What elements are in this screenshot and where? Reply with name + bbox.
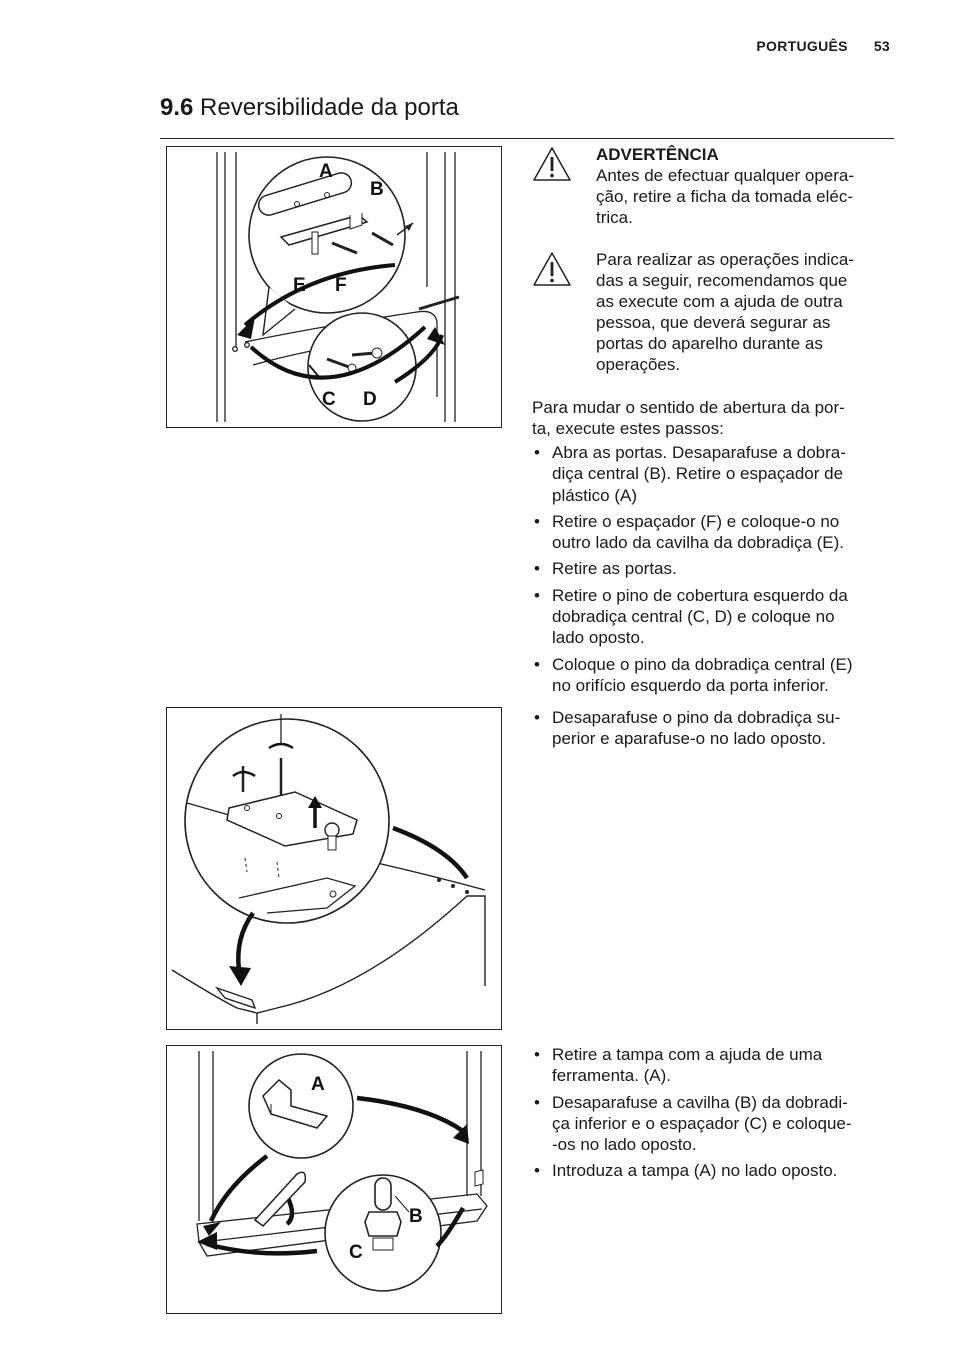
intro-line-2: ta, execute estes passos: — [532, 419, 724, 438]
figure3-label-c: C — [349, 1242, 363, 1263]
warning-title: ADVERTÊNCIA — [596, 145, 719, 164]
title-divider — [160, 138, 894, 139]
list-item-line: • Retire o espaçador (F) e coloque-o no — [552, 511, 840, 531]
list-item — [532, 707, 888, 750]
page-number: 53 — [873, 38, 890, 54]
lower-hinge-illustration — [167, 1046, 501, 1313]
list-item — [532, 442, 888, 506]
figure-upper-hinge — [166, 707, 502, 1030]
warning-block-1 — [532, 144, 892, 228]
list-item — [532, 654, 888, 697]
list-item-line: • Retire o pino de cobertura esquerdo da — [552, 585, 848, 605]
zoom-circle-top-hinge — [185, 714, 389, 923]
list-item — [532, 585, 888, 649]
list-item — [532, 511, 888, 554]
list-item-line: dobradiça central (C, D) e coloque no — [552, 607, 835, 627]
figure3-label-b: B — [409, 1206, 423, 1227]
intro-line-1: Para mudar o sentido de abertura da por- — [532, 398, 845, 417]
header-language: PORTUGUÊS — [756, 38, 848, 54]
list-item-line: • Abra as portas. Desaparafuse a dobra- — [552, 443, 846, 462]
list-item — [532, 1160, 888, 1181]
list-item-line: diça central (B). Retire o espaçador de — [552, 464, 844, 484]
zoom-circle-pin — [325, 1175, 441, 1291]
warning-1-line-1: Antes de efectuar qualquer opera- — [596, 166, 855, 185]
steps-list-1 — [532, 442, 888, 701]
list-item — [532, 1044, 888, 1087]
warning-2-line-1: Para realizar as operações indica- — [596, 250, 854, 269]
list-item-line: -os no lado oposto. — [552, 1135, 697, 1155]
list-item-line: plástico (A) — [552, 485, 638, 505]
list-item-line: • Retire as portas. — [552, 559, 677, 579]
warning-1-line-2: ção, retire a ficha da tomada eléc- — [596, 187, 854, 206]
list-item-line: no orifício esquerdo da porta inferior. — [552, 675, 829, 695]
zoom-circle-upper — [249, 157, 413, 335]
warning-2-line-3: as execute com a ajuda de outra — [596, 292, 843, 311]
section-title — [160, 94, 459, 122]
warning-2-line-6: operações. — [596, 355, 681, 374]
warning-1-line-3: trica. — [596, 208, 633, 227]
upper-hinge-illustration — [167, 708, 501, 1029]
warning-triangle-icon — [532, 251, 572, 287]
figure1-label-e: E — [293, 275, 306, 296]
section-title-text: Reversibilidade da porta — [200, 94, 459, 121]
list-item-line: outro lado da cavilha da dobradiça (E). — [552, 533, 845, 553]
figure1-label-b: B — [370, 179, 384, 200]
middle-hinge-illustration — [167, 147, 501, 427]
page-header — [756, 38, 890, 54]
list-item-line: • Retire a tampa com a ajuda de uma — [552, 1045, 823, 1064]
warning-2-line-4: pessoa, que deverá segurar as — [596, 313, 831, 332]
list-item-line: ça inferior e o espaçador (C) e coloque- — [552, 1113, 852, 1133]
figure-lower-hinge — [166, 1045, 502, 1314]
list-item-line: • Desaparafuse o pino da dobradiça su- — [552, 708, 841, 727]
intro-paragraph — [532, 397, 888, 439]
list-item-line: lado oposto. — [552, 628, 645, 648]
warning-block-2 — [532, 249, 892, 375]
list-item-line: • Desaparafuse a cavilha (B) da dobradi- — [552, 1092, 848, 1112]
warning-2-line-5: portas do aparelho durante as — [596, 334, 823, 353]
warning-2-line-2: das a seguir, recomendamos que — [596, 271, 848, 290]
figure1-label-f: F — [335, 275, 347, 296]
list-item-line: • Introduza a tampa (A) no lado oposto. — [552, 1161, 838, 1181]
warning-triangle-icon — [532, 146, 572, 182]
list-item — [532, 558, 888, 579]
list-item-line: perior e aparafuse-o no lado oposto. — [552, 729, 827, 749]
list-item-line: • Coloque o pino da dobradiça central (E) — [552, 654, 853, 674]
figure1-label-a: A — [319, 161, 333, 182]
list-item — [532, 1092, 888, 1156]
figure1-label-d: D — [363, 389, 377, 410]
section-number: 9.6 — [160, 94, 194, 121]
zoom-circle-cover — [249, 1054, 353, 1158]
list-item-line: ferramenta. (A). — [552, 1066, 672, 1086]
steps-list-3 — [532, 1044, 888, 1187]
figure3-label-a: A — [311, 1074, 325, 1095]
figure1-label-c: C — [322, 389, 336, 410]
steps-list-2 — [532, 707, 888, 755]
figure-middle-hinge — [166, 146, 502, 428]
